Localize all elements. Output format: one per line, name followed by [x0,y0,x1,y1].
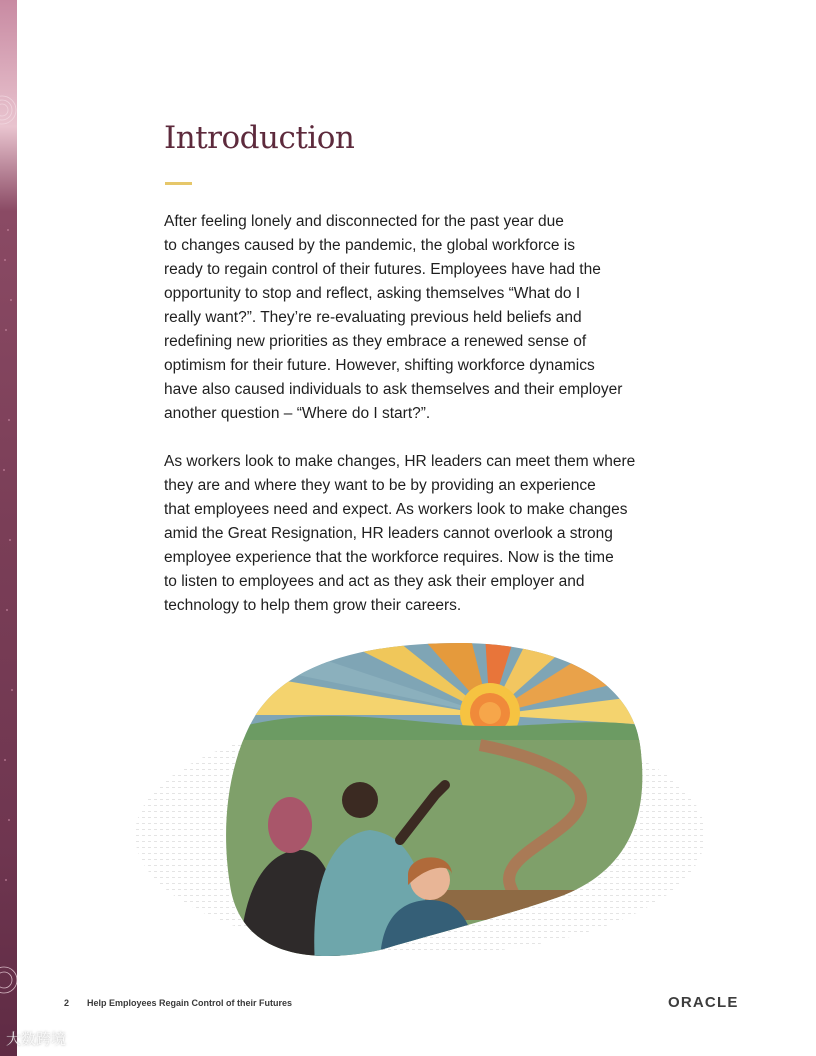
sunrise-people-illustration [130,635,720,965]
page-title: Introduction [164,120,355,156]
paragraph-line: amid the Great Resignation, HR leaders cannot overlook a strong [164,525,613,542]
paragraph-line: have also caused individuals to ask themselves and their employer [164,381,623,398]
paragraph-line: optimism for their future. However, shifting workforce dynamics [164,357,595,374]
oracle-logo: ORACLE [668,994,739,1011]
paragraph-line: to changes caused by the pandemic, the global workforce is [164,237,575,254]
paragraph-line: ready to regain control of their futures. Employees have had the [164,261,601,278]
intro-paragraph-1 [164,210,644,426]
paragraph-line: to listen to employees and act as they ask their employer and [164,573,585,590]
paragraph-line: As workers look to make changes, HR leaders can meet them where [164,453,636,470]
paragraph-line: opportunity to stop and reflect, asking themselves “What do I [164,285,581,302]
paragraph-line: employee experience that the workforce requires. Now is the time [164,549,614,566]
side-decorative-strip [0,0,17,1056]
paragraph-line: they are and where they want to be by providing an experience [164,477,596,494]
paragraph-line: really want?”. They’re re-evaluating previous held beliefs and [164,309,582,326]
footer-document-title: Help Employees Regain Control of their Futures [87,998,293,1008]
heading-accent-rule [165,182,192,185]
hero-illustration [130,635,720,965]
paragraph-line: technology to help them grow their careers. [164,597,462,614]
paragraph-line: After feeling lonely and disconnected for the past year due [164,213,564,230]
paragraph-line: another question – “Where do I start?”. [164,405,431,422]
page-number: 2 [64,998,70,1008]
paragraph-line: that employees need and expect. As workers look to make changes [164,501,628,518]
side-strip-art [0,0,17,1056]
watermark: 大数跨境 [6,1031,67,1048]
intro-paragraph-2 [164,450,644,618]
paragraph-line: redefining new priorities as they embrace a renewed sense of [164,333,587,350]
